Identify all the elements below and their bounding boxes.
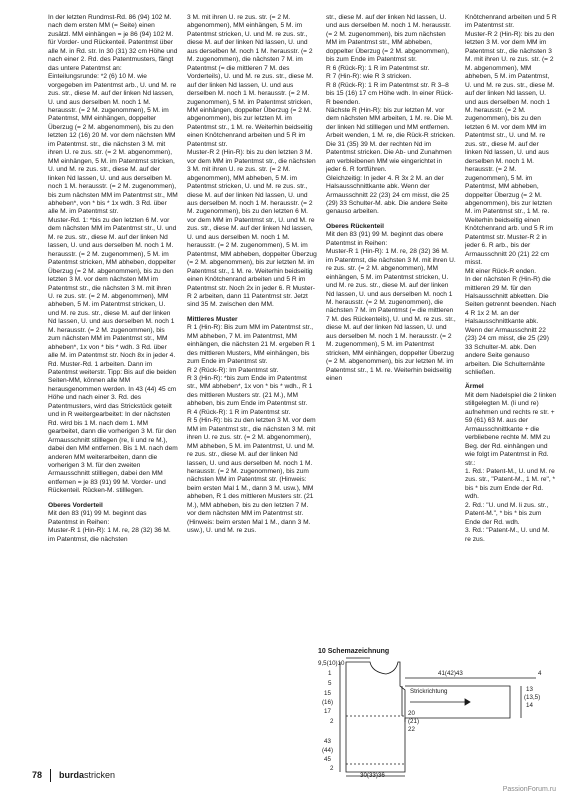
page-number: 78 xyxy=(32,770,43,780)
paragraph: Muster-R 1 (Hin-R): 1 M. re, 28 (32) 36 M. im Patentmst, die nächsten xyxy=(48,527,171,543)
paragraph: In der nächsten R (Hin-R) die mittleren 29 M. für den Halsausschnitt abketten. Die Seiten getrennt beenden. Nach 4 R 1x 2 M. an der Halsausschnittkante abk. Wenn der Armausschnitt 22 (23) 24 cm misst, die 25 (29) 33 Schulter-M. abk. Den andere Seite genauso arbeiten. Die Schulternähte schließen. xyxy=(465,276,557,377)
dim-left-2: 5 xyxy=(328,680,332,687)
dim-right-3: 14 xyxy=(526,702,533,709)
paragraph: Muster-R 2 (Hin-R): bis zu den letzten 3 M. vor dem MM im Patentmst str., die nächsten 3 M. mit ihren U. re zus. str. (= 2 M. abgenommen), MM abheben, 5 M. im Patentmst, U. und M. re zus. str., diese M. auf der linken Nd lassen, U. und aus derselben M. noch 1 M. herausstr. (= 2 M. zugenommen), bis zu den letzten 6 M. vor dem MM im Patentmst str., U. und M. re zus. str., diese M. auf der linken Nd lassen, U. und aus derselben M. noch 1 M. herausstr. (= 2 M. zugenommen), 5 M. im Patentmst, MM abheben, doppelter Überzug (= 2 M. abgenommen), bis zur letzten M. im Patentmst str., 1 M. re. Weiterhin beidseitig einen Knötchenrand arb. und 5 R im Patentmst str. Muster-R 2 in jeder 6. R arb., bis der Armausschnitt 20 (21) 22 cm misst. xyxy=(465,30,555,267)
text-column-2 xyxy=(187,14,317,554)
paragraph: Knötchenrand arbeiten und 5 R im Patentmst str. xyxy=(465,14,557,30)
paragraph: In der letzten Rundmst-Rd. 86 (94) 102 M. nach dem ersten MM (= Seite) einen zusätzl. MM einhängen = je 86 (94) 102 M. für Vorder- und Rückenteil. Patentmst über alle M. in Rd. str. In 30 (31) 32 cm Höhe und nach einer 2. Rd. des Patentmusters, fängt das untere Patentmst an: xyxy=(48,14,178,72)
dim-bottom: 30(33)36 xyxy=(360,772,385,779)
dim-left-7: 43 xyxy=(324,738,331,745)
text-column-1 xyxy=(48,14,178,714)
paragraph: Mit den 83 (91) 99 M. beginnt das obere Patentmst in Reihen: xyxy=(326,231,444,247)
paragraph: Oberes Rückenteil xyxy=(326,222,384,230)
dim-right-2: (13,5) xyxy=(524,694,541,701)
paragraph: R 5 (Hin-R): bis zu den letzten 3 M. vor dem MM im Patentmst str., die nächsten 3 M. mit ihren U. re zus. str. (= 2 M. abgenommen), MM abheben, 5 M. im Patentmst, U. und M. re zus. str., diese M. auf der linken Nd lassen, U. und aus derselben M. noch 1 M. herausstr. (= 2 M. zugenommen), bis zum nächsten MM im Patentmst str. (Hinweis: beim ersten Mal 1 M., dann 3 M. usw.), MM abheben, R 1 des mittleren Musters str. (21 M.), MM abheben, bis zu den letzten 7 M. vor dem nächsten MM im Patentmst str. (Hinweis: beim ersten Mal 1 M., dann 3 M. usw.), U. und M. re zus. xyxy=(187,417,316,535)
dim-left-1: 1 xyxy=(328,670,332,677)
paragraph: Gleichzeitig: In jeder 4. R 3x 2 M. an der Halsausschnittkante abk. Wenn der Armausschnitt 22 (23) 24 cm misst, die 25 (29) 33 Schulter-M. abk. Die andere Seite genauso arbeiten. xyxy=(326,174,450,216)
page-footer xyxy=(32,768,115,782)
brand-bold: burda xyxy=(59,770,85,780)
paragraph: R 6 (Rück-R): 1 R im Patentmst str. xyxy=(326,64,430,72)
dim-right-1: 13 xyxy=(526,686,533,693)
diagram-title-text: Schemazeichnung xyxy=(327,648,390,655)
paragraph: 2. Rd.: "U. und M. li zus. str., Patent-M.", * bis * bis zum Ende der Rd. wdh. xyxy=(465,501,549,526)
diagram-drawing xyxy=(310,656,550,778)
dim-left-5: 17 xyxy=(324,708,331,715)
paragraph: Mittleres Muster xyxy=(187,315,238,323)
text-column-4 xyxy=(465,14,557,650)
dim-left-8: (44) xyxy=(322,747,334,754)
paragraph: 3. Rd.: "Patent-M., U. und M. re zus. xyxy=(465,527,550,543)
paragraph: 1. Rd.: Patent-M., U. und M. re zus. str., "Patent-M., 1 M. re", * bis * bis zum Ende der Rd. wdh. xyxy=(465,468,556,501)
diagram-title xyxy=(318,648,389,655)
paragraph: Muster-R 1 (Hin-R): 1 M. re, 28 (32) 36 M. im Patentmst, die nächsten 3 M. mit ihren U. re zus. str. (= 2 M. abgenommen), MM einhängen, 5 M. im Patentmst stricken, U. und M. re zus. str., diese M. auf der linken Nd lassen, U. und aus derselben M. noch 1 M. herausstr. (= 2 M. zugenommen), die nächsten 7 M. im Patentmst (= die mittleren 7 M. des Rückenteils), U. und M. re zus. str., diese M. auf der linken Nd lassen, U. und aus derselben M. noch 1 M. herausstr. (= 2 M. zugenommen), 5 M. im Patentmst stricken, MM einhängen, doppelter Überzug (= 2 M. abgenommen), bis zur letzten M. im Patentmst str., 1 M. re. Weiterhin beidseitig einen xyxy=(326,248,456,383)
paragraph: str., diese M. auf der linken Nd lassen, U. und aus derselben M. noch 1 M. herausstr. (= 2 M. zugenommen), bis zum nächsten MM im Patentmst str., MM abheben, doppelter Überzug (= 2 M. abgenommen), bis zum Ende im Patentmst str. xyxy=(326,14,451,64)
paragraph: Oberes Vorderteil xyxy=(48,501,103,509)
dim-inner-22: 22 xyxy=(408,726,415,733)
paragraph: Mit einer Rück-R enden. xyxy=(465,267,537,275)
dim-left-10: 2 xyxy=(330,765,334,772)
dim-left-9: 45 xyxy=(324,756,331,763)
dim-top-right: 4 xyxy=(538,670,542,677)
brand-rest: stricken xyxy=(84,770,116,780)
paragraph: Mit den 83 (91) 99 M. beginnt das Patentmst in Reihen: xyxy=(48,510,147,526)
paragraph: Muster-Rd. 1: *bis zu den letzten 6 M. vor dem nächsten MM im Patentmst str., U. und M. re zus. str., diese M. auf der linken Nd lassen, U. und aus derselben M. noch 1 M. herausstr. (= 2 M. zugenommen), 5 M. im Patentmst stricken, MM abheben, doppelter Überzug (= 2 M. abgenommen), bis zu den letzten 3 M. vor dem nächsten MM im Patentmst str., die nächsten 3 M. mit ihren U. re zus. str. (= 2 M. abgenommen), MM abheben, 5 M. im Patentmst stricken, U. und M. re zus. str., diese M. auf der linken Nd lassen, U. und aus derselben M. noch 1 M. herausstr. (= 2 M. zugenommen), bis zum nächsten MM im Patentmst str., MM abheben*, 1x von * bis * wdh. 3 Rd. über alle M. im Patentmst str. Noch 8x in jeder 4. Rd. Muster-Rd. 1 arbeiten. Dann im Patentmst weiterstr. Tipp: Bis auf die beiden Seiten-MM, können alle MM herausgenommen werden. In 43 (44) 45 cm Höhe und nach einer 3. Rd. des Patentmusters, wird das Strickstück geteilt und in R weitergearbeitet: In der nächsten Rd. wird bis 1 M. nach dem 1. MM gearbeitet, dann die vorherigen 3 M. für den Armausschnitt stilllegen (re, li und re M.), dabei den MM entfernen. Bis 1 M. nach dem anderen MM weiterarbeiten, dann die vorherigen 3 M. für den zweiten Armausschnitt stilllegen, dabei den MM entfernen = je 83 (91) 99 M. Vorder- und Rückenteil. Rücken-M. stilllegen. xyxy=(48,216,178,495)
magazine-brand xyxy=(59,770,115,780)
paragraph: R 1 (Hin-R): Bis zum MM im Patentmst str., MM abheben, 7 M. im Patentmst, MM einhängen, die nächsten 21 M. ergeben R 1 des mittleren Musters, MM einhängen, bis zum Ende im Patentmst str. xyxy=(187,324,316,366)
paragraph: Ärmel xyxy=(465,383,484,391)
dim-top-mid: 41(42)43 xyxy=(438,670,463,677)
strickrichtung-label: Strickrichtung xyxy=(410,688,448,695)
paragraph: 3 M. mit ihren U. re zus. str. (= 2 M. abgenommen), MM einhängen, 5 M. im Patentmst stricken, U. und M. re zus. str., diese M. auf der linken Nd lassen, U. und aus derselben M. noch 1 M. herausstr. (= 2 M. zugenommen), die nächsten 7 M. im Patentmst (= die mittleren 7 M. des Vorderteils), U. und M. re zus. str., diese M. auf der linken Nd lassen, U. und aus derselben M. noch 1 M. herausstr. (= 2 M. zugenommen), 5 M. im Patentmst stricken, MM einhängen, doppelter Überzug (= 2 M. abgenommen), bis zur letzten M. im Patentmst str., 1 M. re. Weiterhin beidseitig einen Knötchenrand arbeiten und 5 R im Patentmst str. xyxy=(187,14,314,148)
dim-inner-21: (21) xyxy=(408,718,420,725)
schematic-diagram xyxy=(310,648,550,778)
paragraph: R 3 (Hin-R): *bis zum Ende im Patentmst str., MM abheben*, 1x von * bis * wdh., R 1 des mittleren Musters str. (21 M.), MM abheben, bis zum Ende im Patentmst str. xyxy=(187,375,313,408)
paragraph: Einteilungsrunde: *2 (6) 10 M. wie vorgegeben im Patentmst arb., U. und M. re zus. str., diese M. auf der linken Nd lassen, U. und aus derselben M. noch 1 M. herausstr. (= 2 M. zugenommen), 5 M. im Patentmst, MM einhängen, doppelter Überzug (= 2 M. abgenommen), bis zu den letzten 12 (16) 20 M. vor dem nächsten MM im Patentmst. str., die nächsten 3 M. mit ihren U. re zus. str. (= 2 M. abgenommen), MM einhängen, 5 M. im Patentmst stricken, U. und M. re zus. str., diese M. auf der linken Nd lassen, U. und aus derselben M. noch 1 M. herausstr. (= 2 M. zugenommen), bis zum nächsten MM im Patentmst str., MM abheben*, von * bis * 1x wdh. 3 Rd. über alle M. im Patentmst str. xyxy=(48,73,178,216)
dim-top-left: 9,5(10)10 xyxy=(318,660,345,667)
dim-left-6: 2 xyxy=(330,718,334,725)
diagram-number: 10 xyxy=(318,648,326,655)
paragraph: R 4 (Rück-R): 1 R im Patentmst str. xyxy=(187,408,291,416)
dim-left-3: 15 xyxy=(324,690,331,697)
paragraph: R 2 (Rück-R): Im Patentmst str. xyxy=(187,366,279,374)
watermark: PassionForum.ru xyxy=(502,786,556,793)
paragraph: R 8 (Rück-R): 1 R im Patentmst str. R 3–8 bis 15 (16) 17 cm Höhe wdh. In einer Rück-R beenden. xyxy=(326,81,454,106)
paragraph: Muster-R 2 (Hin-R): bis zu den letzten 3 M. vor dem MM im Patentmst str., die nächsten 3 M. mit ihren U. re zus. str. (= 2 M. abgenommen), MM abheben, 5 M. im Patentmst stricken, U. und M. re zus. str., diese M. auf der linken Nd lassen, U. und aus derselben M. noch 1 M. herausstr. (= 2 M. zugenommen), bis zu den letzten 6 M. vor dem MM im Patentmst str., U. und M. re zus. str., diese M. auf der linken Nd lassen, U. und aus derselben M. noch 1 M. herausstr. (= 2 M. zugenommen), 5 M. im Patentmst, MM abheben, doppelter Überzug (= 2 M. abgenommen), bis zur letzten M. im Patentmst str., 1 M. re. Weiterhin beidseitig einen Knötchenrand arbeiten und 5 R im Patentmst str. Noch 2x in jeder 6. R Muster-R 2 arbeiten, dann 11 Patentmst str. Jetzt sind 35 M. zwischen den MM. xyxy=(187,149,317,309)
body-outline xyxy=(346,662,405,772)
footer-separator xyxy=(50,769,51,782)
paragraph: Mit dem Nadelspiel die 2 linken stillgelegten M. (li und re) aufnehmen und rechts re str. + 59 (61) 63 M. aus der Armausschnittkante + die verbliebene rechte M. MM zu Beg. der Rd. einhängen und wie folgt im Patentmst in Rd. str.: xyxy=(465,391,557,467)
dim-inner-20: 20 xyxy=(408,710,415,717)
dim-left-4: (16) xyxy=(322,699,334,706)
text-column-3 xyxy=(326,14,456,650)
paragraph: Nächste R (Hin-R): bis zur letzten M. vor dem nächsten MM arbeiten, 1 M. re. Die M. der linken Nd stilllegen und MM entfernen. Arbeit wenden, 1 M. re, die Rück-R stricken. Die 31 (35) 39 M. der rechten Nd im Patentmst stricken. Die Ab- und Zunahmen am verbleibenen MM wie eingerichtet in jeder 6. R fortführen. xyxy=(326,106,455,174)
paragraph: R 7 (Hin-R): wie R 3 stricken. xyxy=(326,73,412,81)
